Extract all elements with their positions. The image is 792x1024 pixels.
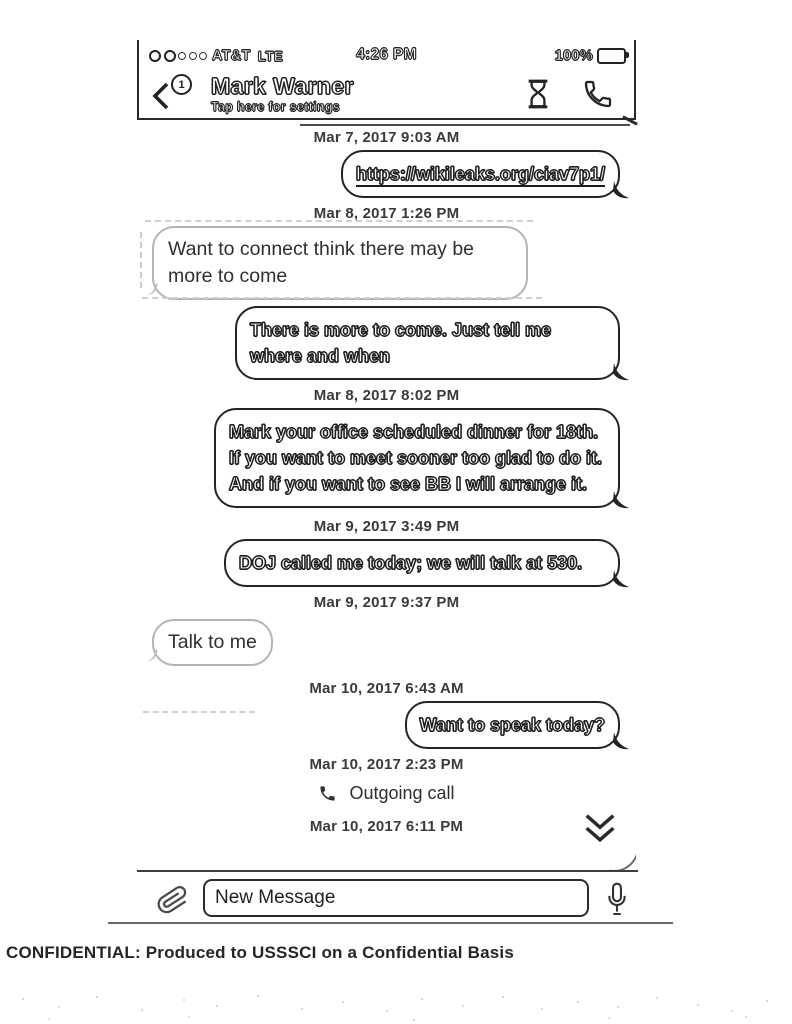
message-text: DOJ called me today; we will talk at 530. [239,553,583,573]
status-bar [139,40,634,67]
timestamp: Mar 8, 2017 8:02 PM [313,387,460,404]
battery-icon [597,48,626,64]
timestamp: Mar 10, 2017 2:23 PM [309,756,464,773]
scan-artifact [143,711,255,713]
new-message-input[interactable] [203,879,589,917]
timestamp: Mar 10, 2017 6:11 PM [309,818,464,835]
message-bubble-outgoing [341,150,620,198]
bubble-tail [613,181,629,199]
scan-artifact [145,220,533,222]
conversation-thread [137,122,636,872]
message-text: Mark your office scheduled dinner for 18th. If you want to meet sooner too glad to do it. And if you want to see BB I will arrange it. [229,422,602,494]
scan-noise [0,992,2,994]
call-event-label: Outgoing call [349,782,455,803]
network-label: LTE [257,48,284,64]
chevron-left-icon [151,81,171,111]
message-text: There is more to come. Just tell me where and when [250,320,552,366]
message-bubble-outgoing [214,408,620,508]
timestamp: Mar 7, 2017 9:03 AM [313,129,460,146]
microphone-icon[interactable] [603,881,631,919]
bubble-tail [613,491,629,509]
back-button[interactable] [149,74,189,114]
chevrons-down-icon[interactable] [580,811,620,847]
message-text: Want to connect think there may be more to come [168,238,475,287]
carrier-label: AT&T [212,48,251,64]
message-text: Talk to me [168,631,257,653]
timestamp: Mar 10, 2017 6:43 AM [309,680,464,697]
scan-artifact [142,297,542,299]
hourglass-icon[interactable] [524,78,552,110]
scan-artifact [140,232,142,288]
message-bubble-outgoing [224,539,620,587]
battery-percent: 100% [554,48,593,64]
unread-badge: 1 [171,74,192,95]
confidential-footer: CONFIDENTIAL: Produced to USSSCI on a Confidential Basis [6,943,515,962]
clock-time: 4:26 PM [356,46,417,63]
message-bubble-incoming [152,619,273,666]
phone-icon [318,784,337,803]
timestamp: Mar 9, 2017 9:37 PM [313,594,460,611]
composer-divider-top [137,870,638,872]
message-bubble-incoming [152,226,528,300]
nav-bar [139,67,634,119]
call-event-row [137,778,636,808]
paperclip-icon[interactable] [154,881,192,919]
phone-icon[interactable] [582,78,614,110]
bubble-tail [145,647,158,663]
composer-divider-bottom [108,922,673,924]
contact-settings-hint[interactable]: Tap here for settings [211,100,341,114]
contact-name: Mark Warner [211,72,354,99]
bubble-tail [145,281,158,297]
message-link[interactable]: https://wikileaks.org/ciav7p1/ [356,164,605,187]
bubble-tail [613,732,629,750]
message-text: Want to speak today? [419,715,605,735]
message-bubble-outgoing [235,306,620,380]
bubble-tail [613,570,629,588]
bubble-tail [613,363,629,381]
message-bubble-outgoing [405,701,620,749]
phone-header [137,40,636,120]
timestamp: Mar 8, 2017 1:26 PM [313,205,460,222]
timestamp: Mar 9, 2017 3:49 PM [313,518,460,535]
